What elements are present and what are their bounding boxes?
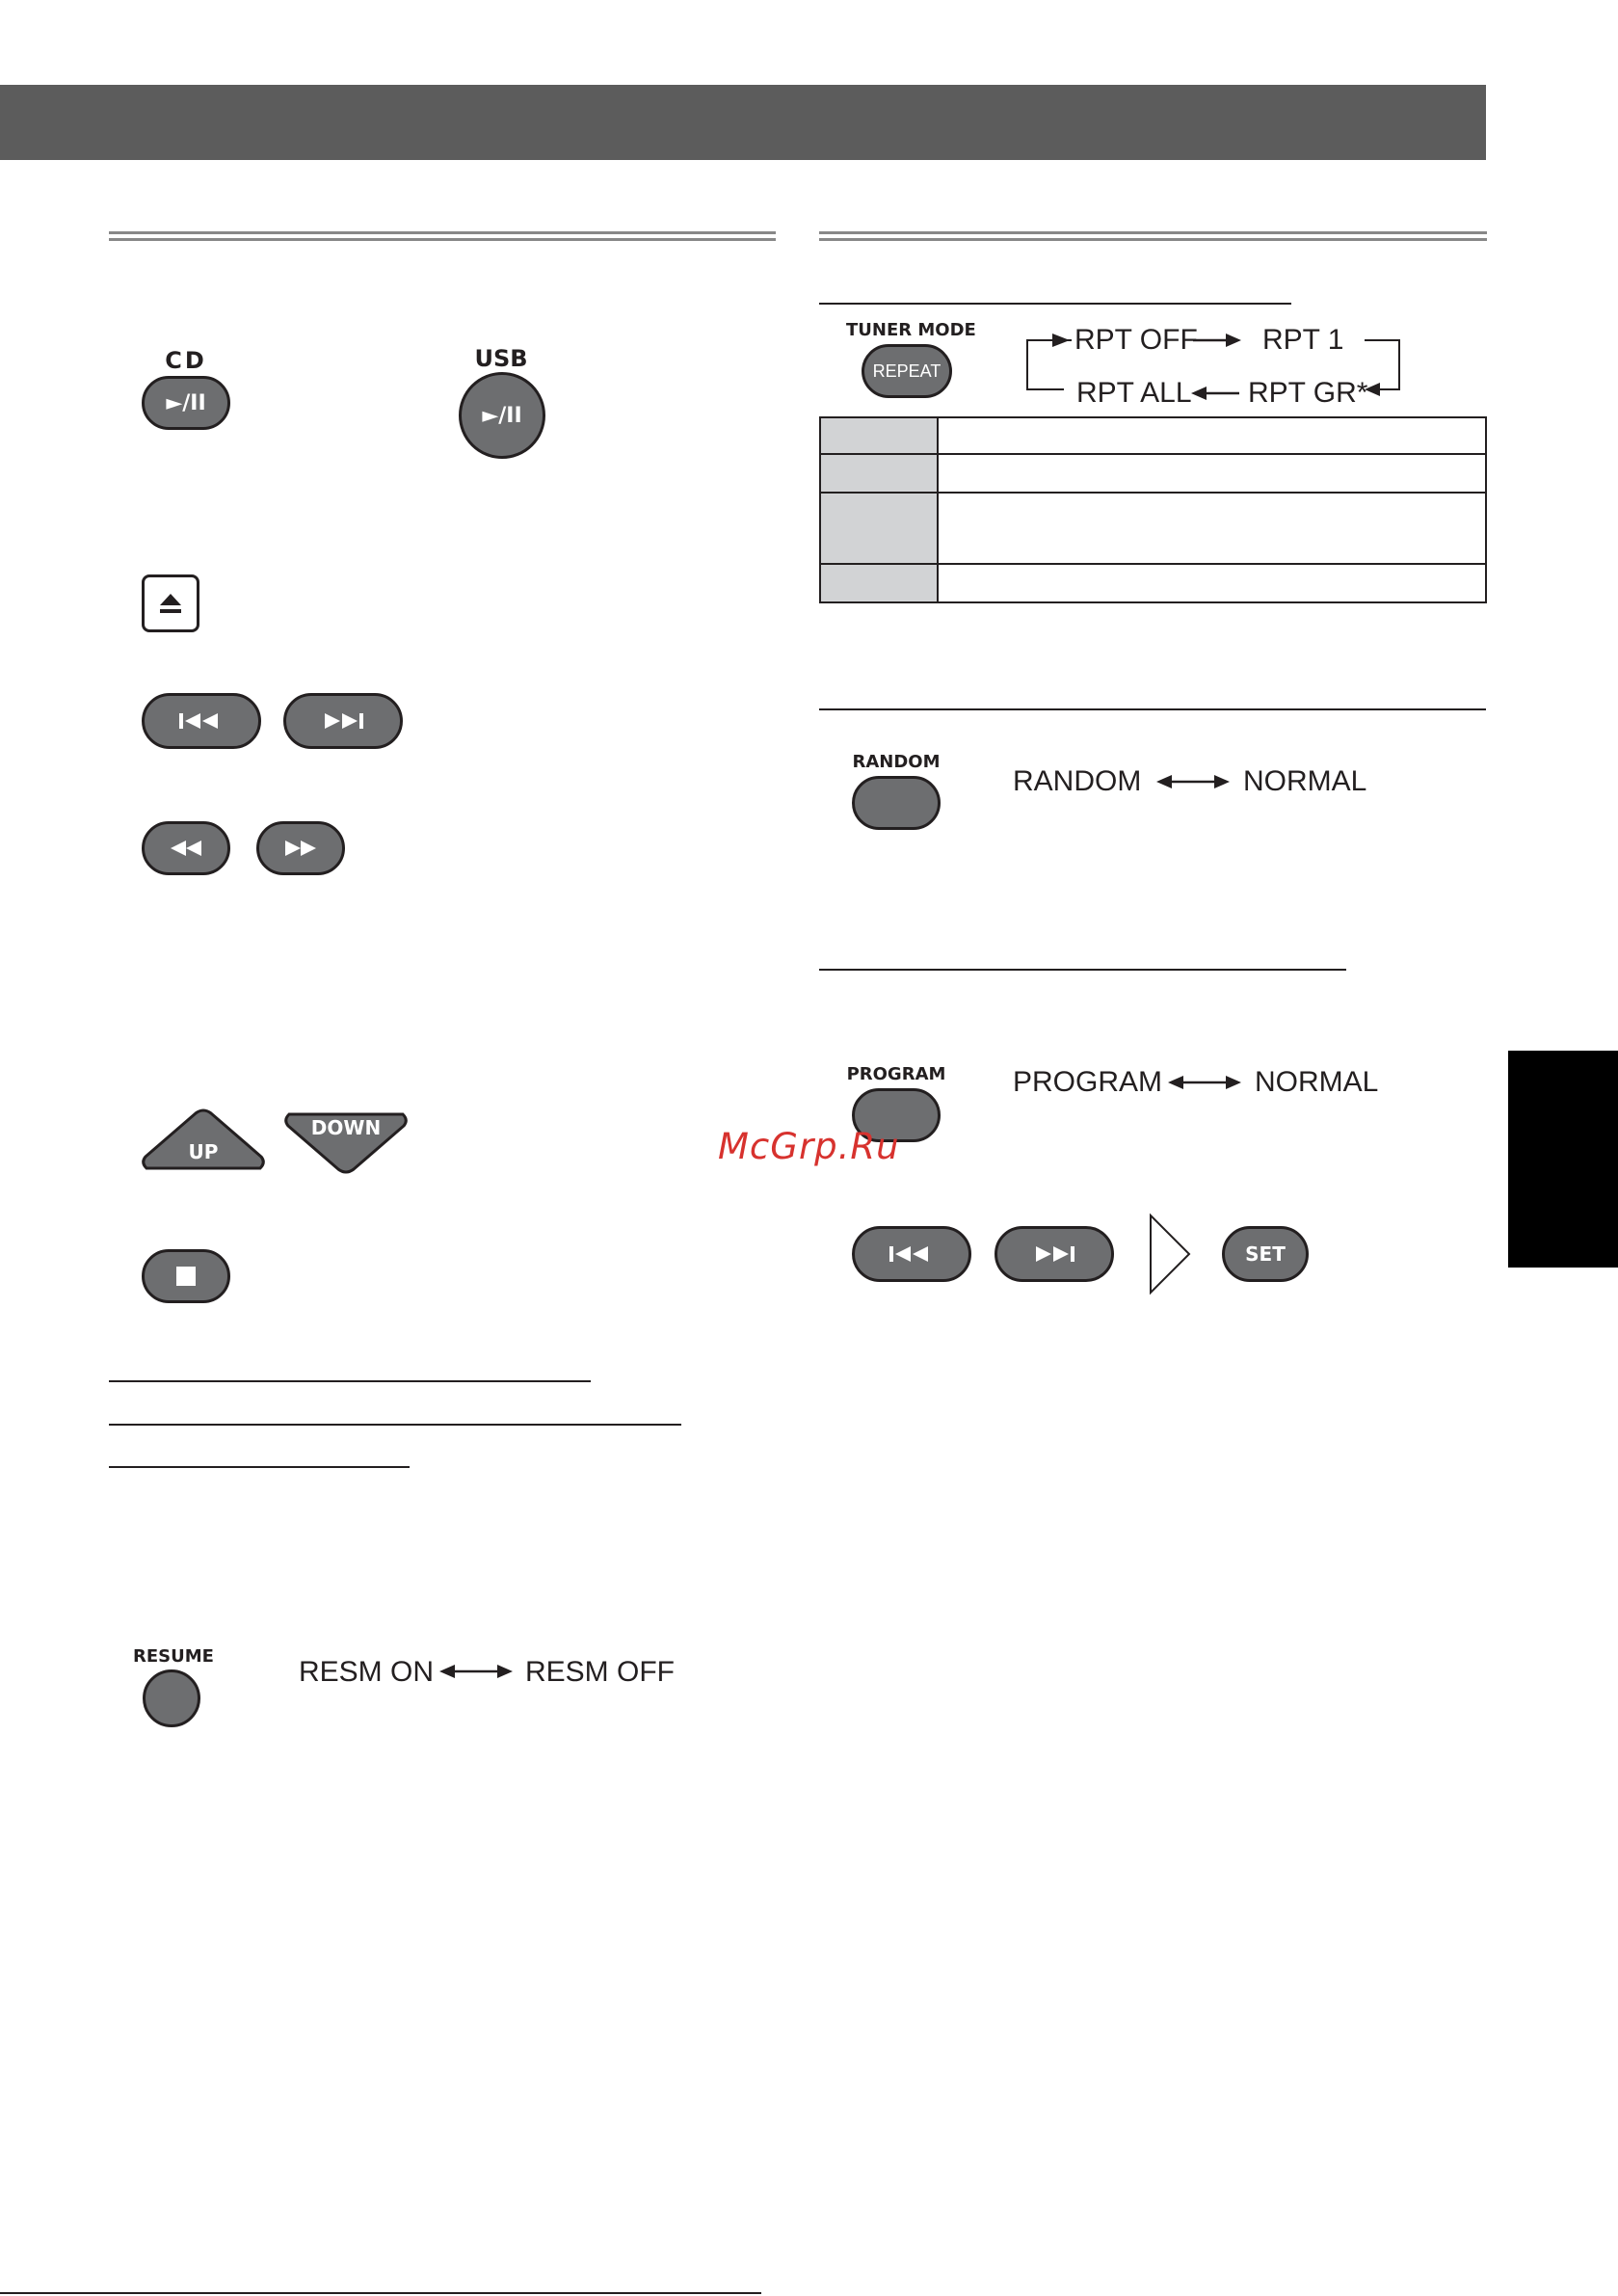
play-pause-icon: ►/II xyxy=(166,390,206,415)
repeat-rpt-1: RPT 1 xyxy=(1262,324,1344,356)
fast-forward-button[interactable] xyxy=(256,821,345,875)
repeat-rpt-all: RPT ALL xyxy=(1076,377,1192,409)
tuner-mode-label: TUNER MODE xyxy=(846,320,976,340)
usb-play-pause-button[interactable] xyxy=(459,372,545,459)
repeat-button-label: REPEAT xyxy=(872,360,942,381)
random-flow-normal: NORMAL xyxy=(1243,765,1367,797)
double-arrow-icon xyxy=(439,1662,513,1681)
stop-icon xyxy=(176,1267,196,1286)
repeat-mode-table xyxy=(819,416,1487,603)
program-skip-forward-button[interactable] xyxy=(995,1226,1114,1282)
eject-icon xyxy=(142,574,199,632)
watermark: McGrp.Ru xyxy=(718,1126,900,1167)
random-flow-random: RANDOM xyxy=(1013,765,1142,797)
skip-forward-icon xyxy=(319,711,367,731)
double-arrow-icon xyxy=(1168,1073,1241,1092)
resume-flow-on: RESM ON xyxy=(299,1656,435,1688)
text-rule-1 xyxy=(109,1380,591,1382)
skip-back-icon xyxy=(177,711,225,731)
skip-back-icon xyxy=(888,1244,936,1264)
resume-flow-off: RESM OFF xyxy=(525,1656,675,1688)
repeat-button[interactable] xyxy=(862,344,952,398)
table-row xyxy=(820,493,1486,564)
program-heading-rule xyxy=(819,969,1346,971)
random-heading-rule xyxy=(819,708,1486,710)
eject-button[interactable] xyxy=(142,574,199,632)
rewind-icon xyxy=(167,839,205,858)
left-section-rule xyxy=(109,231,776,241)
usb-label: USB xyxy=(474,345,528,372)
resume-button[interactable] xyxy=(143,1669,200,1727)
stop-button[interactable] xyxy=(142,1249,230,1303)
random-button[interactable] xyxy=(852,776,941,830)
play-pause-icon: ►/II xyxy=(482,403,522,428)
down-label: DOWN xyxy=(310,1116,382,1139)
program-flow-normal: NORMAL xyxy=(1255,1066,1379,1098)
table-row xyxy=(820,417,1486,454)
repeat-heading-rule xyxy=(819,303,1291,305)
table-row xyxy=(820,564,1486,602)
program-skip-back-button[interactable] xyxy=(852,1226,971,1282)
double-arrow-icon xyxy=(1156,772,1230,791)
repeat-rpt-off: RPT OFF xyxy=(1074,324,1198,356)
cd-label: CD xyxy=(165,347,207,374)
bottom-rule xyxy=(0,2292,761,2294)
program-flow-program: PROGRAM xyxy=(1013,1066,1163,1098)
side-tab xyxy=(1508,1051,1618,1268)
resume-label: RESUME xyxy=(133,1646,214,1667)
text-rule-3 xyxy=(109,1466,410,1468)
skip-forward-button[interactable] xyxy=(283,693,403,749)
repeat-rpt-gr: RPT GR* xyxy=(1248,377,1368,409)
skip-back-button[interactable] xyxy=(142,693,261,749)
cd-play-pause-button[interactable] xyxy=(142,376,230,430)
rewind-button[interactable] xyxy=(142,821,230,875)
up-label: UP xyxy=(188,1140,219,1163)
program-label: PROGRAM xyxy=(846,1064,946,1084)
random-label: RANDOM xyxy=(852,752,941,772)
right-section-rule xyxy=(819,231,1487,241)
set-button-label: SET xyxy=(1245,1242,1286,1266)
set-button[interactable] xyxy=(1222,1226,1309,1282)
next-step-arrow-icon xyxy=(1149,1214,1191,1295)
skip-forward-icon xyxy=(1030,1244,1078,1264)
fast-forward-icon xyxy=(281,839,320,858)
table-row xyxy=(820,454,1486,493)
header-bar xyxy=(0,85,1486,160)
text-rule-2 xyxy=(109,1424,681,1426)
